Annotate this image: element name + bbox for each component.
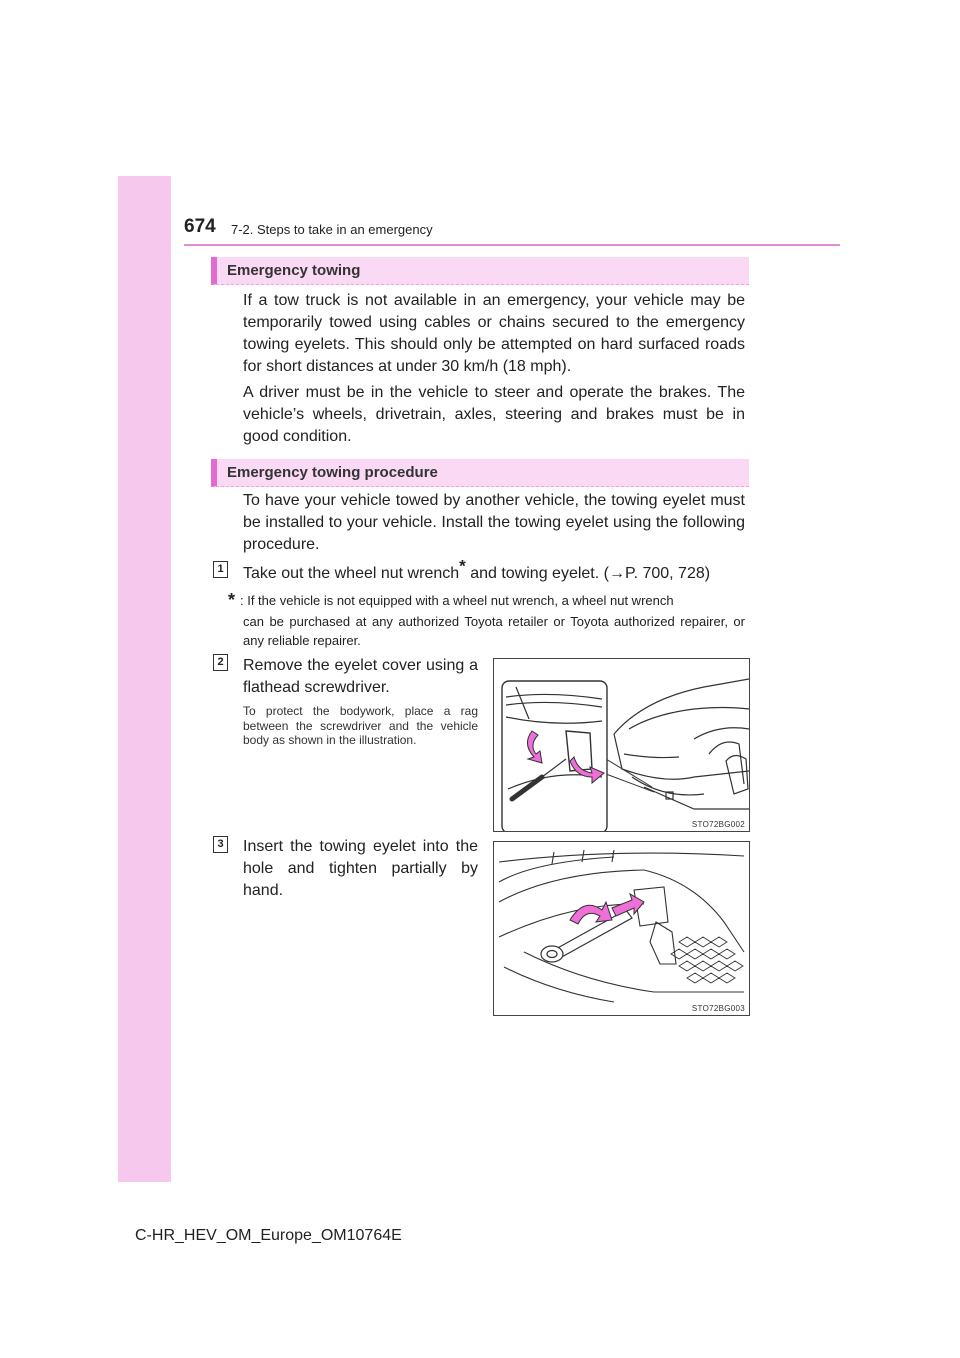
illustration-towing-eyelet-insertion (494, 842, 750, 1016)
step-2-note: To protect the bodywork, place a rag between the screwdriver and the vehicle body as shown in the illustration. (243, 704, 478, 747)
figure-remove-cover (493, 658, 750, 832)
step-number-3: 3 (213, 836, 228, 853)
step-2-text: Remove the eyelet cover using a flathead screwdriver. (243, 657, 478, 696)
chapter-title: 7-2. Steps to take in an emergency (231, 222, 433, 237)
document-id: C-HR_HEV_OM_Europe_OM10764E (135, 1227, 402, 1244)
footnote-body: can be purchased at any authorized Toyota retailer or Toyota authorized repairer, or any reliable repairer. (243, 614, 745, 648)
paragraph-procedure-intro: To have your vehicle towed by another vehicle, the towing eyelet must be installed to your vehicle. Install the towing eyelet using the following procedure. (243, 492, 745, 553)
step-number-1: 1 (213, 561, 228, 578)
section-heading-emergency-towing (211, 257, 749, 285)
side-bar (118, 176, 171, 1182)
paragraph-tow-truck: If a tow truck is not available in an emergency, your vehicle may be temporarily towed using cables or chains secured to the emergency towing eyelets. This should only be attempted on hard surfaced roads for short distances at under 30 km/h (18 mph). (243, 292, 745, 375)
footnote-mark: * (228, 590, 236, 610)
figure-code: STO72BG003 (691, 1004, 745, 1013)
step-1-text-end: and towing eyelet. (→P. 700, 728) (465, 565, 711, 582)
section-title: Emergency towing (227, 262, 361, 279)
section-heading-towing-procedure (211, 459, 749, 487)
section-title: Emergency towing procedure (227, 464, 438, 481)
header-rule (184, 244, 840, 246)
footnote-lead: : If the vehicle is not equipped with a wheel nut wrench, a wheel nut wrench (240, 593, 674, 608)
step-number-2: 2 (213, 654, 228, 671)
footnote-star: * (459, 556, 466, 576)
paragraph-driver: A driver must be in the vehicle to steer and operate the brakes. The vehicle’s wheels, drivetrain, axles, steering and brakes must be in good condition. (243, 384, 745, 445)
illustration-eyelet-cover-removal (494, 659, 750, 832)
figure-code: STO72BG002 (691, 820, 745, 829)
step-1-text (243, 556, 711, 585)
page-number: 674 (184, 216, 216, 237)
figure-insert-eyelet (493, 841, 750, 1016)
step-3-text: Insert the towing eyelet into the hole and tighten partially by hand. (243, 838, 478, 899)
step-1-text-start: Take out the wheel nut wrench (243, 565, 460, 582)
